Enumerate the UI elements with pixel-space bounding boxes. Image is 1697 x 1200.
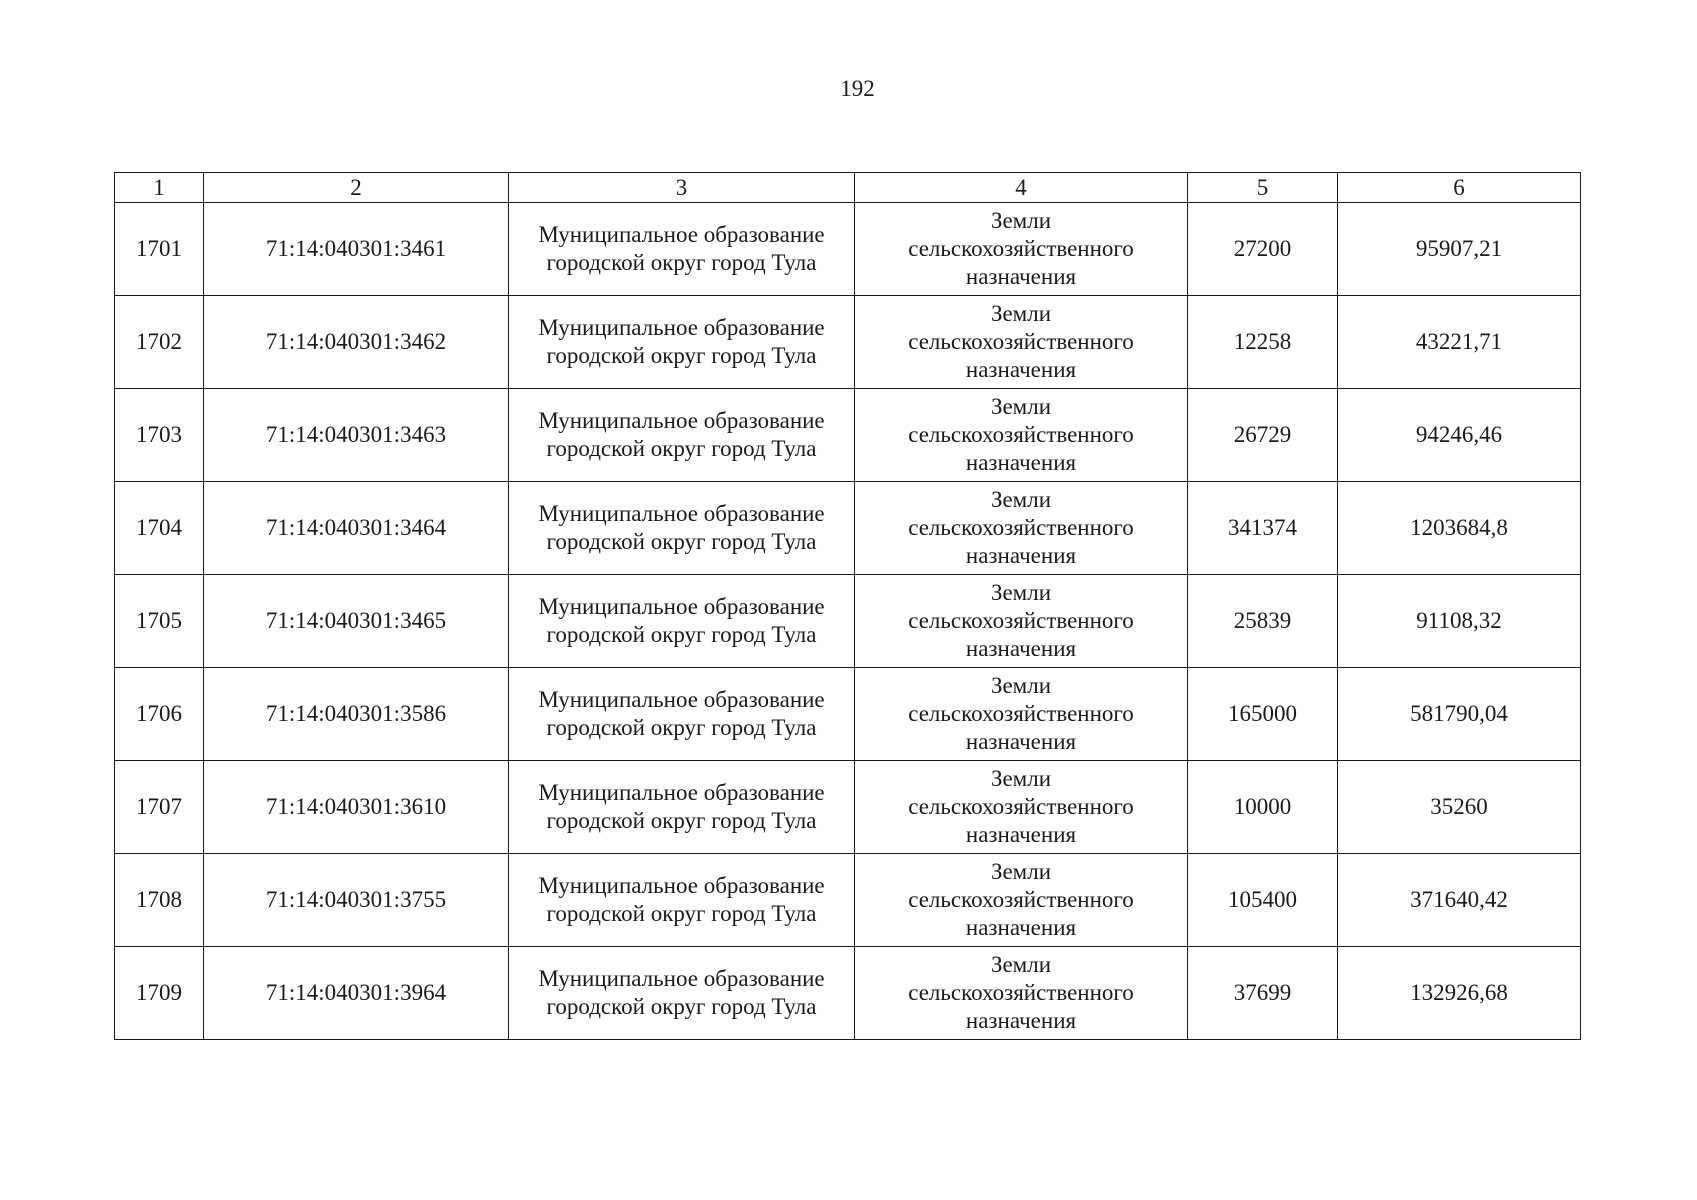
land-category-cell: [855, 203, 1188, 296]
area-value: 165000: [1228, 701, 1297, 726]
cadastral-value: 581790,04: [1410, 701, 1508, 726]
owner-line: Муниципальное образование: [538, 873, 825, 898]
row-number: 1702: [136, 329, 182, 354]
owner-line: городской округ город Тула: [546, 622, 817, 647]
owner-cell: [509, 203, 855, 296]
row-number-cell: [115, 668, 204, 761]
land-category-line: назначения: [965, 450, 1077, 475]
column-header: 5: [1188, 173, 1338, 203]
cadastral-number: 71:14:040301:3586: [265, 701, 447, 726]
owner-cell: [509, 854, 855, 947]
row-number-cell: [115, 389, 204, 482]
land-category-line: сельскохозяйственного: [908, 701, 1134, 726]
area-value: 12258: [1233, 329, 1292, 354]
cadastral-value: 95907,21: [1415, 236, 1503, 261]
land-category-line: сельскохозяйственного: [908, 887, 1134, 912]
land-category-line: Земли: [990, 394, 1052, 419]
column-header: 4: [855, 173, 1188, 203]
column-header: 6: [1338, 173, 1581, 203]
cadastral-number-cell: [204, 203, 509, 296]
land-category-line: сельскохозяйственного: [908, 608, 1134, 633]
table-row: [115, 575, 1581, 668]
owner-line: городской округ город Тула: [546, 901, 817, 926]
row-number-cell: [115, 296, 204, 389]
area-cell: [1188, 389, 1338, 482]
table-row: [115, 203, 1581, 296]
owner-line: городской округ город Тула: [546, 715, 817, 740]
land-category-line: назначения: [965, 357, 1077, 382]
cadastral-number: 71:14:040301:3465: [265, 608, 447, 633]
owner-line: городской округ город Тула: [546, 343, 817, 368]
land-category-line: назначения: [965, 915, 1077, 940]
cadastral-value-cell: [1338, 668, 1581, 761]
row-number: 1703: [136, 422, 182, 447]
area-value: 27200: [1233, 236, 1292, 261]
cadastral-number: 71:14:040301:3463: [265, 422, 447, 447]
land-category-line: Земли: [990, 208, 1052, 233]
area-value: 105400: [1228, 887, 1297, 912]
owner-cell: [509, 482, 855, 575]
land-category-line: Земли: [990, 673, 1052, 698]
land-category-line: сельскохозяйственного: [908, 515, 1134, 540]
cadastral-value: 43221,71: [1415, 329, 1503, 354]
owner-line: Муниципальное образование: [538, 780, 825, 805]
row-number: 1709: [136, 980, 182, 1005]
area-cell: [1188, 482, 1338, 575]
column-header: 2: [204, 173, 509, 203]
owner-line: Муниципальное образование: [538, 501, 825, 526]
row-number: 1706: [136, 701, 182, 726]
owner-cell: [509, 761, 855, 854]
row-number-cell: [115, 947, 204, 1040]
row-number: 1704: [136, 515, 182, 540]
cadastral-number-cell: [204, 575, 509, 668]
land-category-line: Земли: [990, 487, 1052, 512]
owner-line: городской округ город Тула: [546, 436, 817, 461]
owner-cell: [509, 575, 855, 668]
owner-cell: [509, 296, 855, 389]
land-category-line: назначения: [965, 264, 1077, 289]
area-cell: [1188, 296, 1338, 389]
row-number: 1708: [136, 887, 182, 912]
owner-line: городской округ город Тула: [546, 808, 817, 833]
land-category-cell: [855, 668, 1188, 761]
cadastral-value-cell: [1338, 296, 1581, 389]
table-row: [115, 854, 1581, 947]
cadastral-number-cell: [204, 854, 509, 947]
cadastral-value-cell: [1338, 203, 1581, 296]
land-category-cell: [855, 296, 1188, 389]
cadastral-value: 91108,32: [1416, 608, 1502, 633]
land-category-line: назначения: [965, 1008, 1077, 1033]
owner-line: городской округ город Тула: [546, 994, 817, 1019]
row-number: 1707: [136, 794, 182, 819]
column-header: 3: [509, 173, 855, 203]
land-category-line: сельскохозяйственного: [908, 422, 1134, 447]
row-number: 1705: [136, 608, 182, 633]
table-header-row: [115, 173, 1581, 203]
land-category-line: сельскохозяйственного: [908, 236, 1134, 261]
cadastral-value: 371640,42: [1410, 887, 1508, 912]
land-category-cell: [855, 482, 1188, 575]
land-category-cell: [855, 575, 1188, 668]
data-table: [114, 172, 1581, 1040]
cadastral-number: 71:14:040301:3462: [265, 329, 447, 354]
owner-cell: [509, 668, 855, 761]
area-value: 341374: [1228, 515, 1297, 540]
cadastral-value: 1203684,8: [1410, 515, 1508, 540]
owner-line: Муниципальное образование: [538, 315, 825, 340]
owner-line: Муниципальное образование: [538, 594, 825, 619]
cadastral-value-cell: [1338, 854, 1581, 947]
land-category-line: Земли: [990, 580, 1052, 605]
table-row: [115, 389, 1581, 482]
row-number-cell: [115, 854, 204, 947]
area-cell: [1188, 761, 1338, 854]
area-cell: [1188, 947, 1338, 1040]
land-category-line: Земли: [990, 952, 1052, 977]
cadastral-number: 71:14:040301:3755: [265, 887, 447, 912]
cadastral-number-cell: [204, 668, 509, 761]
cadastral-value-cell: [1338, 482, 1581, 575]
area-value: 26729: [1233, 422, 1292, 447]
land-category-line: сельскохозяйственного: [908, 980, 1134, 1005]
cadastral-number: 71:14:040301:3610: [265, 794, 447, 819]
table-row: [115, 947, 1581, 1040]
area-cell: [1188, 854, 1338, 947]
area-value: 37699: [1233, 980, 1292, 1005]
cadastral-value-cell: [1338, 389, 1581, 482]
owner-line: Муниципальное образование: [538, 408, 825, 433]
owner-line: Муниципальное образование: [538, 222, 825, 247]
cadastral-number-cell: [204, 482, 509, 575]
page-number: 192: [840, 76, 875, 101]
cadastral-value: 94246,46: [1415, 422, 1503, 447]
land-category-line: назначения: [965, 822, 1077, 847]
cadastral-value-cell: [1338, 575, 1581, 668]
land-category-line: Земли: [990, 766, 1052, 791]
cadastral-number-cell: [204, 947, 509, 1040]
cadastral-value-cell: [1338, 761, 1581, 854]
area-value: 25839: [1233, 608, 1292, 633]
land-category-line: сельскохозяйственного: [908, 794, 1134, 819]
area-cell: [1188, 575, 1338, 668]
cadastral-number-cell: [204, 296, 509, 389]
cadastral-value: 132926,68: [1410, 980, 1508, 1005]
cadastral-value-cell: [1338, 947, 1581, 1040]
cadastral-number: 71:14:040301:3464: [265, 515, 447, 540]
owner-line: городской округ город Тула: [546, 529, 817, 554]
land-category-cell: [855, 947, 1188, 1040]
owner-cell: [509, 389, 855, 482]
owner-line: городской округ город Тула: [546, 250, 817, 275]
area-cell: [1188, 203, 1338, 296]
cadastral-number-cell: [204, 389, 509, 482]
cadastral-number-cell: [204, 761, 509, 854]
row-number: 1701: [136, 236, 182, 261]
column-header: 1: [115, 173, 204, 203]
land-category-line: назначения: [965, 543, 1077, 568]
owner-cell: [509, 947, 855, 1040]
table-row: [115, 761, 1581, 854]
row-number-cell: [115, 575, 204, 668]
land-category-line: назначения: [965, 636, 1077, 661]
row-number-cell: [115, 761, 204, 854]
area-value: 10000: [1233, 794, 1292, 819]
land-category-cell: [855, 761, 1188, 854]
table-row: [115, 668, 1581, 761]
table-row: [115, 482, 1581, 575]
land-category-line: Земли: [990, 301, 1052, 326]
land-category-line: назначения: [965, 729, 1077, 754]
land-category-line: Земли: [990, 859, 1052, 884]
owner-line: Муниципальное образование: [538, 966, 825, 991]
owner-line: Муниципальное образование: [538, 687, 825, 712]
land-category-cell: [855, 389, 1188, 482]
cadastral-number: 71:14:040301:3964: [265, 980, 447, 1005]
table-row: [115, 296, 1581, 389]
land-category-line: сельскохозяйственного: [908, 329, 1134, 354]
land-category-cell: [855, 854, 1188, 947]
row-number-cell: [115, 203, 204, 296]
cadastral-value: 35260: [1430, 794, 1488, 819]
table-body: [115, 203, 1581, 1040]
cadastral-number: 71:14:040301:3461: [265, 236, 447, 261]
row-number-cell: [115, 482, 204, 575]
area-cell: [1188, 668, 1338, 761]
